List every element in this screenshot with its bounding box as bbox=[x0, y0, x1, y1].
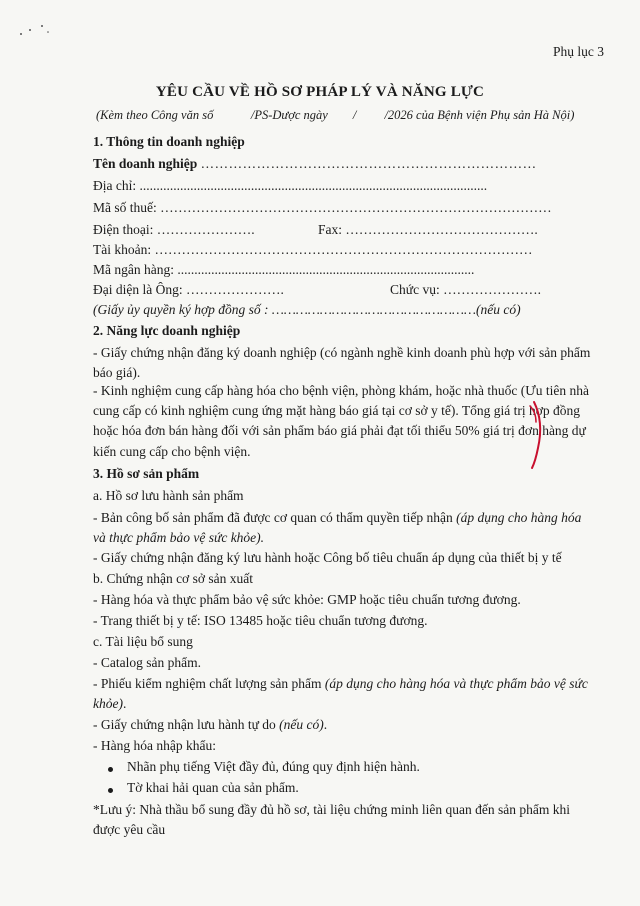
experience-line2: cung cấp có kinh nghiệm cung ứng mặt hàng báo giá tại cơ sở y tế). Tổng giá trị hợp đồng bbox=[93, 403, 581, 418]
product-announcement-text: - Bản công bố sản phẩm đã được cơ quan có thẩm quyền tiếp nhận bbox=[93, 510, 457, 525]
fax-line: Fax: ……………………………………. bbox=[318, 222, 538, 237]
red-pen-mark bbox=[520, 400, 550, 470]
position-line: Chức vụ: …………………. bbox=[390, 282, 541, 297]
company-name-line bbox=[93, 156, 537, 172]
vietnamese-label-bullet: Nhãn phụ tiếng Việt đầy đủ, đúng quy định hiện hành. bbox=[127, 759, 420, 774]
product-announcement-line1 bbox=[93, 510, 581, 526]
account-line: Tài khoản: ………………………………………………………………………… bbox=[93, 242, 533, 257]
quality-test-line1 bbox=[93, 676, 588, 692]
tax-code-line: Mã số thuế: …………………………………………………………………………… bbox=[93, 200, 552, 215]
document-subtitle: (Kèm theo Công văn số /PS-Dược ngày / /2026 của Bệnh viện Phụ sản Hà Nội) bbox=[96, 108, 575, 122]
address-line: Địa chỉ: ....................................................................................................... bbox=[93, 178, 488, 193]
company-name-label: Tên doanh nghiệp bbox=[93, 156, 198, 171]
free-sale-certificate-line bbox=[93, 717, 327, 733]
customs-declaration-bullet: Tờ khai hải quan của sản phẩm. bbox=[127, 780, 299, 795]
supplementary-docs-heading: c. Tài liệu bổ sung bbox=[93, 634, 193, 649]
business-registration-line1: - Giấy chứng nhận đăng ký doanh nghiệp (có ngành nghề kinh doanh phù hợp với sản phẩm bbox=[93, 345, 591, 360]
product-announcement-line2: và thực phẩm bảo vệ sức khỏe). bbox=[93, 530, 265, 545]
document-title: YÊU CẦU VỀ HỒ SƠ PHÁP LÝ VÀ NĂNG LỰC bbox=[155, 84, 485, 100]
medical-device-registration-line: - Giấy chứng nhận đăng ký lưu hành hoặc Công bố tiêu chuẩn áp dụng của thiết bị y tế bbox=[93, 550, 562, 565]
free-sale-note: (nếu có) bbox=[279, 717, 324, 732]
bank-code-line: Mã ngân hàng: ........................................................................................ bbox=[93, 262, 475, 277]
free-sale-period: . bbox=[323, 717, 328, 732]
experience-line1: - Kinh nghiệm cung cấp hàng hóa cho bệnh viện, phòng khám, hoặc nhà thuốc (Ưu tiên nhà bbox=[93, 383, 589, 398]
note-line1: *Lưu ý: Nhà thầu bổ sung đầy đủ hồ sơ, tài liệu chứng minh liên quan đến sản phẩm khi bbox=[93, 802, 570, 817]
catalog-line: - Catalog sản phẩm. bbox=[93, 655, 201, 670]
quality-test-note-end: khỏe) bbox=[93, 696, 123, 711]
quality-test-period: . bbox=[122, 696, 127, 711]
gmp-requirement-line: - Hàng hóa và thực phẩm bảo vệ sức khỏe: GMP hoặc tiêu chuẩn tương đương. bbox=[93, 592, 521, 607]
appendix-label: Phụ lục 3 bbox=[552, 44, 604, 59]
representative-line: Đại diện là Ông: …………………. bbox=[93, 282, 284, 297]
free-sale-text: - Giấy chứng nhận lưu hành tự do bbox=[93, 717, 280, 732]
experience-line3: hoặc hóa đơn bán hàng đối với sản phẩm báo giá phải đạt tối thiểu 50% giá trị đơn hàng dự bbox=[93, 423, 586, 438]
quality-test-line2 bbox=[93, 696, 126, 712]
scan-speck-decoration bbox=[18, 18, 58, 48]
bullet-dot-icon bbox=[108, 788, 113, 793]
authorization-line: (Giấy ủy quyền ký hợp đồng số : ……………………………………………(nếu có) bbox=[93, 302, 521, 317]
section1-heading: 1. Thông tin doanh nghiệp bbox=[93, 134, 245, 149]
business-registration-line2: báo giá). bbox=[93, 365, 141, 380]
note-line2: được yêu cầu bbox=[93, 822, 166, 837]
circulation-dossier-heading: a. Hồ sơ lưu hành sản phẩm bbox=[93, 488, 244, 503]
manufacturing-certificate-heading: b. Chứng nhận cơ sở sản xuất bbox=[93, 571, 253, 586]
iso-requirement-line: - Trang thiết bị y tế: ISO 13485 hoặc tiêu chuẩn tương đương. bbox=[93, 613, 428, 628]
section3-heading: 3. Hồ sơ sản phẩm bbox=[93, 466, 200, 481]
section2-heading: 2. Năng lực doanh nghiệp bbox=[93, 323, 241, 338]
quality-test-note: (áp dụng cho hàng hóa và thực phẩm bảo vệ sức bbox=[324, 676, 588, 691]
experience-line4: kiến cung cấp cho bệnh viện. bbox=[93, 444, 251, 459]
company-name-blank: ……………………………………………………………… bbox=[200, 156, 537, 171]
quality-test-text: - Phiếu kiểm nghiệm chất lượng sản phẩm bbox=[93, 676, 325, 691]
product-announcement-note: (áp dụng cho hàng hóa bbox=[456, 510, 582, 525]
imported-goods-line: - Hàng hóa nhập khẩu: bbox=[93, 738, 216, 753]
phone-line: Điện thoại: …………………. bbox=[93, 222, 255, 237]
bullet-dot-icon bbox=[108, 767, 113, 772]
